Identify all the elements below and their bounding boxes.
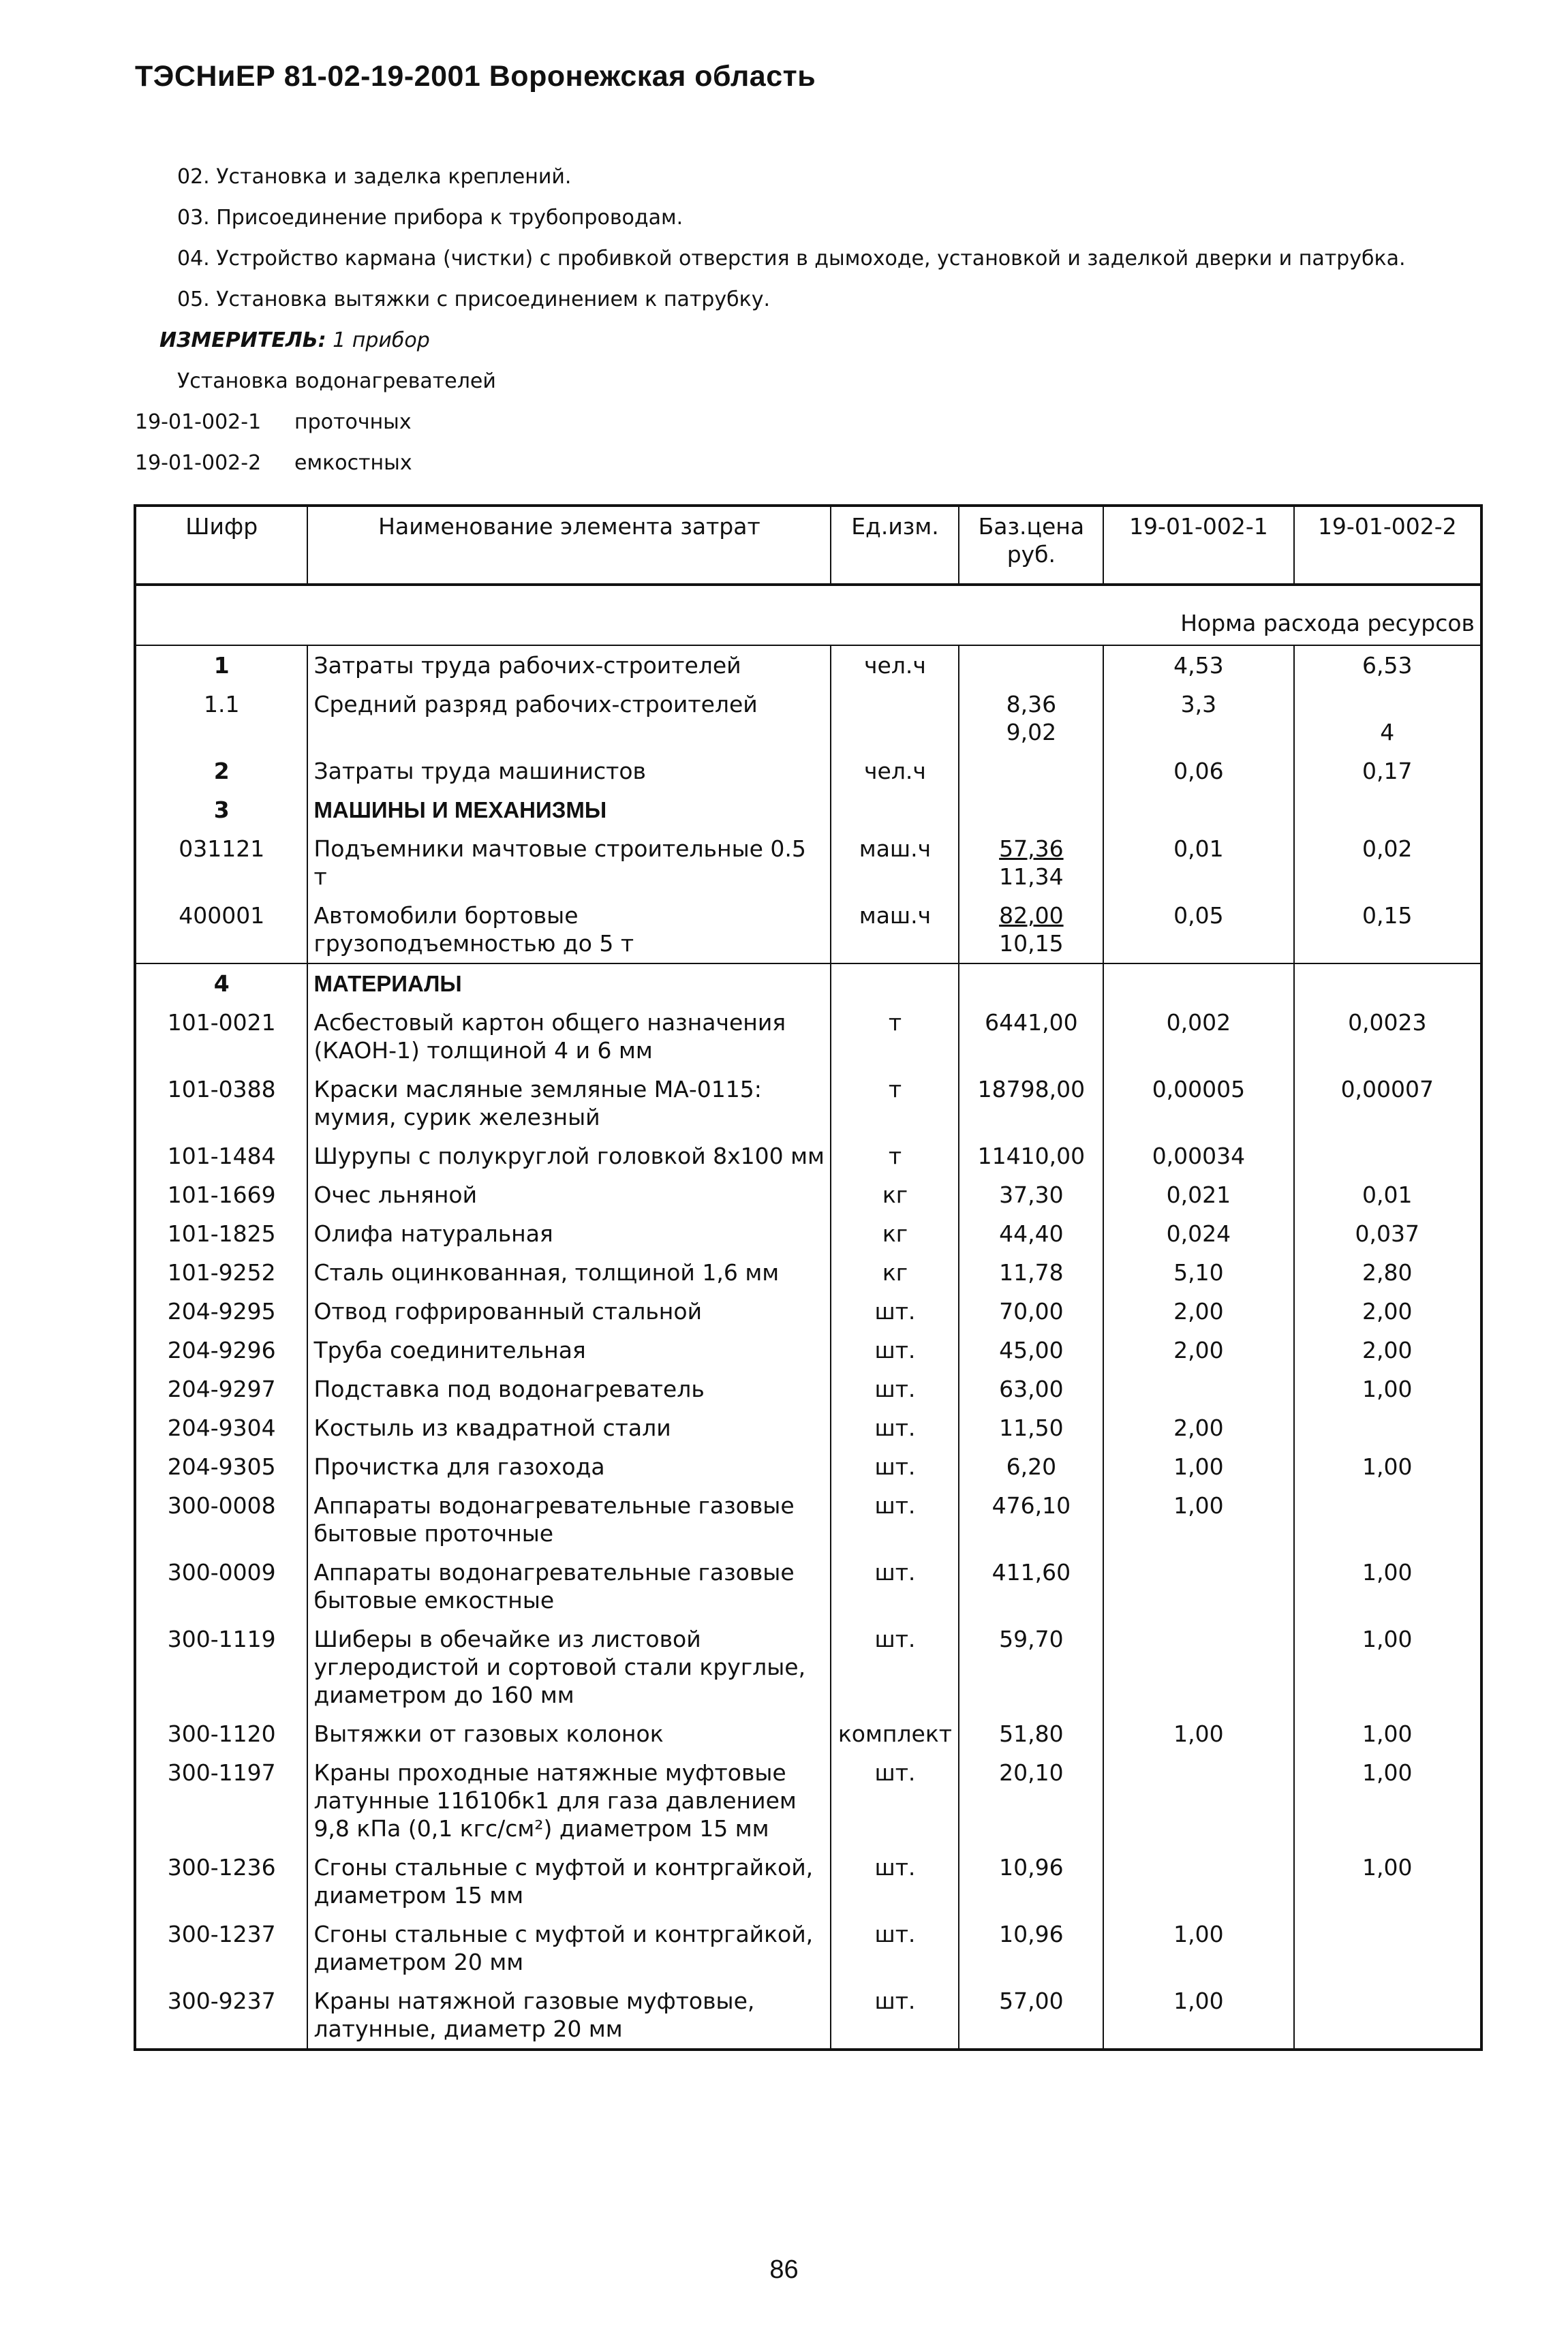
row-norm-2: 2,80: [1294, 1253, 1481, 1292]
row-norm-1: 1,00: [1103, 1981, 1293, 2050]
header-norm-2: 19-01-002-2: [1294, 506, 1481, 585]
table-row: [135, 1714, 1481, 1753]
row-price-value: 11,50: [999, 1415, 1064, 1441]
resource-norm-table: [134, 504, 1483, 2051]
row-name: Краны проходные натяжные муфтовые латунные 11б10бк1 для газа давлением 9,8 кПа (0,1 кгс/см²) диаметром 15 мм: [307, 1753, 831, 1848]
row-price: [959, 1214, 1103, 1253]
row-norm-1: [1103, 1848, 1293, 1915]
row-name: Прочистка для газохода: [307, 1447, 831, 1486]
row-norm-1: [1103, 790, 1293, 829]
row-price: [959, 1447, 1103, 1486]
row-unit: шт.: [831, 1981, 959, 2050]
group-title: Установка водонагревателей: [177, 369, 496, 393]
table-row: [135, 1447, 1481, 1486]
row-unit: шт.: [831, 1915, 959, 1981]
code-id: 19-01-002-1: [135, 410, 262, 434]
measurer-label: ИЗМЕРИТЕЛЬ:: [159, 328, 326, 352]
code-name: емкостных: [294, 451, 412, 475]
header-norm-1: 19-01-002-1: [1103, 506, 1293, 585]
row-name: Сгоны стальные с муфтой и контргайкой, диаметром 15 мм: [307, 1848, 831, 1915]
row-norm-1: [1103, 1753, 1293, 1848]
row-name: Краны натяжной газовые муфтовые, латунные, диаметр 20 мм: [307, 1981, 831, 2050]
row-norm-1: 0,00005: [1103, 1070, 1293, 1137]
row-code: 1: [135, 645, 307, 685]
row-unit: шт.: [831, 1370, 959, 1408]
row-price-secondary: 11,34: [999, 863, 1064, 890]
table-row: [135, 1292, 1481, 1331]
row-norm-1: 1,00: [1103, 1714, 1293, 1753]
row-name: Отвод гофрированный стальной: [307, 1292, 831, 1331]
row-price-value: 11,78: [999, 1259, 1064, 1286]
row-norm-2-value: 4: [1380, 719, 1395, 745]
row-code: 204-9296: [135, 1331, 307, 1370]
table-row: [135, 752, 1481, 790]
row-unit: [831, 685, 959, 752]
table-row: [135, 829, 1481, 896]
row-norm-2: 0,15: [1294, 896, 1481, 963]
row-norm-1: 1,00: [1103, 1915, 1293, 1981]
row-price-value: 82,00: [999, 902, 1064, 929]
row-norm-2: [1294, 1981, 1481, 2050]
row-code: 101-1669: [135, 1175, 307, 1214]
row-price: [959, 1408, 1103, 1447]
row-norm-1: [1103, 963, 1293, 1003]
row-norm-2: [1294, 685, 1481, 752]
row-norm-2: 1,00: [1294, 1848, 1481, 1915]
row-price-secondary: 9,02: [1006, 719, 1057, 745]
code-name: проточных: [294, 410, 412, 434]
row-code: 101-1484: [135, 1137, 307, 1175]
row-norm-2: 0,02: [1294, 829, 1481, 896]
row-norm-2: 1,00: [1294, 1620, 1481, 1714]
row-unit: кг: [831, 1253, 959, 1292]
row-name: Средний разряд рабочих-строителей: [307, 685, 831, 752]
table-row: [135, 1981, 1481, 2050]
row-code: 3: [135, 790, 307, 829]
table-row: [135, 1137, 1481, 1175]
row-norm-2: 0,037: [1294, 1214, 1481, 1253]
row-unit: шт.: [831, 1620, 959, 1714]
norm-label: Норма расхода ресурсов: [135, 604, 1481, 645]
row-norm-2: [1294, 1486, 1481, 1553]
row-price-value: 57,36: [999, 835, 1064, 862]
row-norm-2: 0,01: [1294, 1175, 1481, 1214]
row-price-value: 57,00: [999, 1988, 1064, 2014]
row-name: Сталь оцинкованная, толщиной 1,6 мм: [307, 1253, 831, 1292]
row-norm-1: 0,00034: [1103, 1137, 1293, 1175]
row-name: Олифа натуральная: [307, 1214, 831, 1253]
row-norm-2: 0,17: [1294, 752, 1481, 790]
row-unit: т: [831, 1070, 959, 1137]
row-norm-1: 0,05: [1103, 896, 1293, 963]
row-price: [959, 1370, 1103, 1408]
operation-item: 02. Установка и заделка креплений.: [177, 165, 572, 189]
header-code: Шифр: [135, 506, 307, 585]
code-id: 19-01-002-2: [135, 451, 262, 475]
header-price: Баз.цена руб.: [959, 506, 1103, 585]
row-price: [959, 645, 1103, 685]
row-name: МАШИНЫ И МЕХАНИЗМЫ: [307, 790, 831, 829]
table-row: [135, 1003, 1481, 1070]
row-price: [959, 1553, 1103, 1620]
table-row: [135, 1370, 1481, 1408]
row-name: Шурупы с полукруглой головкой 8х100 мм: [307, 1137, 831, 1175]
row-name: Асбестовый картон общего назначения (КАОН-1) толщиной 4 и 6 мм: [307, 1003, 831, 1070]
row-name: Затраты труда рабочих-строителей: [307, 645, 831, 685]
row-price: [959, 1486, 1103, 1553]
page-number: 86: [769, 2255, 799, 2284]
row-price-value: 59,70: [999, 1626, 1064, 1652]
row-norm-1: 0,024: [1103, 1214, 1293, 1253]
row-code: 4: [135, 963, 307, 1003]
row-norm-2: [1294, 1408, 1481, 1447]
row-norm-2: 2,00: [1294, 1331, 1481, 1370]
table-header-row: [135, 506, 1481, 585]
row-price-value: 44,40: [999, 1220, 1064, 1247]
table-row: [135, 1915, 1481, 1981]
row-unit: маш.ч: [831, 896, 959, 963]
row-price-value: 411,60: [991, 1559, 1071, 1586]
row-name: Аппараты водонагревательные газовые бытовые емкостные: [307, 1553, 831, 1620]
code-entry: [135, 409, 1484, 436]
row-price-value: 476,10: [991, 1492, 1071, 1519]
table-row: [135, 963, 1481, 1003]
code-entry: [135, 450, 1484, 477]
row-price: [959, 1253, 1103, 1292]
row-code: 300-9237: [135, 1981, 307, 2050]
norm-label-row: [135, 604, 1481, 645]
row-norm-1: 2,00: [1103, 1408, 1293, 1447]
row-name: Аппараты водонагревательные газовые бытовые проточные: [307, 1486, 831, 1553]
row-unit: шт.: [831, 1848, 959, 1915]
row-price: [959, 752, 1103, 790]
row-price-value: 70,00: [999, 1298, 1064, 1325]
row-name: Подъемники мачтовые строительные 0.5 т: [307, 829, 831, 896]
row-unit: [831, 963, 959, 1003]
table-row: [135, 685, 1481, 752]
row-price: [959, 1714, 1103, 1753]
row-norm-2: 2,00: [1294, 1292, 1481, 1331]
row-code: 300-1236: [135, 1848, 307, 1915]
row-norm-1: 0,002: [1103, 1003, 1293, 1070]
row-code: 204-9305: [135, 1447, 307, 1486]
row-price-value: 63,00: [999, 1376, 1064, 1402]
header-unit: Ед.изм.: [831, 506, 959, 585]
row-norm-1: 1,00: [1103, 1447, 1293, 1486]
table-row: [135, 1214, 1481, 1253]
row-norm-2: [1294, 790, 1481, 829]
row-price-value: 8,36: [1006, 691, 1057, 717]
row-price: [959, 1848, 1103, 1915]
work-description: [135, 164, 1484, 491]
row-price: [959, 1981, 1103, 2050]
row-norm-2: [1294, 1137, 1481, 1175]
operation-item: 04. Устройство кармана (чистки) с пробивкой отверстия в дымоходе, установкой и заделкой дверки и патрубка.: [177, 247, 1406, 271]
row-norm-1: 1,00: [1103, 1486, 1293, 1553]
row-code: 400001: [135, 896, 307, 963]
table-row: [135, 1175, 1481, 1214]
row-name: МАТЕРИАЛЫ: [307, 963, 831, 1003]
row-price-value: 10,96: [999, 1921, 1064, 1947]
row-unit: кг: [831, 1175, 959, 1214]
row-unit: шт.: [831, 1447, 959, 1486]
row-price: [959, 1137, 1103, 1175]
row-price: [959, 1003, 1103, 1070]
row-code: 101-0388: [135, 1070, 307, 1137]
row-norm-1: 2,00: [1103, 1331, 1293, 1370]
row-name: Краски масляные земляные МА-0115: мумия, сурик железный: [307, 1070, 831, 1137]
row-norm-1: 0,06: [1103, 752, 1293, 790]
measurer: [135, 327, 1484, 354]
row-name: Труба соединительная: [307, 1331, 831, 1370]
row-name: Шиберы в обечайке из листовой углеродистой и сортовой стали круглые, диаметром до 160 мм: [307, 1620, 831, 1714]
row-unit: шт.: [831, 1331, 959, 1370]
row-price-value: 37,30: [999, 1182, 1064, 1208]
row-norm-2: [1294, 1915, 1481, 1981]
row-code: 300-0008: [135, 1486, 307, 1553]
row-norm-1: [1103, 1553, 1293, 1620]
row-price: [959, 963, 1103, 1003]
row-unit: шт.: [831, 1408, 959, 1447]
row-code: 204-9297: [135, 1370, 307, 1408]
row-name: Сгоны стальные с муфтой и контргайкой, диаметром 20 мм: [307, 1915, 831, 1981]
row-price: [959, 790, 1103, 829]
row-code: 204-9295: [135, 1292, 307, 1331]
row-unit: маш.ч: [831, 829, 959, 896]
header-name: Наименование элемента затрат: [307, 506, 831, 585]
row-code: 101-9252: [135, 1253, 307, 1292]
row-unit: кг: [831, 1214, 959, 1253]
row-code: 2: [135, 752, 307, 790]
row-code: 300-1119: [135, 1620, 307, 1714]
row-price-value: 51,80: [999, 1720, 1064, 1747]
row-code: 101-1825: [135, 1214, 307, 1253]
row-norm-2: 0,00007: [1294, 1070, 1481, 1137]
row-unit: шт.: [831, 1292, 959, 1331]
table-row: [135, 1848, 1481, 1915]
operation-item: 05. Установка вытяжки с присоединением к патрубку.: [177, 288, 771, 311]
row-unit: т: [831, 1137, 959, 1175]
operation-item: 03. Присоединение прибора к трубопроводам.: [177, 206, 683, 230]
row-norm-1: 3,3: [1103, 685, 1293, 752]
page-title: ТЭСНиЕР 81-02-19-2001 Воронежская область: [135, 60, 816, 93]
table-row: [135, 1408, 1481, 1447]
row-unit: комплект: [831, 1714, 959, 1753]
measurer-value: 1 прибор: [333, 328, 430, 352]
row-price-value: 6441,00: [985, 1009, 1078, 1036]
table-row: [135, 1486, 1481, 1553]
table-row: [135, 1253, 1481, 1292]
row-unit: чел.ч: [831, 645, 959, 685]
row-price-value: 6,20: [1006, 1453, 1057, 1480]
row-price-value: 18798,00: [977, 1076, 1086, 1102]
row-price: [959, 1292, 1103, 1331]
row-name: Костыль из квадратной стали: [307, 1408, 831, 1447]
row-unit: шт.: [831, 1753, 959, 1848]
row-norm-2: 6,53: [1294, 645, 1481, 685]
table-row: [135, 1753, 1481, 1848]
row-norm-2: 1,00: [1294, 1553, 1481, 1620]
row-code: 300-1120: [135, 1714, 307, 1753]
row-norm-2: 1,00: [1294, 1753, 1481, 1848]
table-row: [135, 1331, 1481, 1370]
row-price-value: 20,10: [999, 1759, 1064, 1786]
row-price: [959, 1331, 1103, 1370]
row-unit: шт.: [831, 1486, 959, 1553]
table-body: [135, 645, 1481, 2050]
row-norm-1: [1103, 1620, 1293, 1714]
row-price-secondary: 10,15: [999, 930, 1064, 957]
row-code: 101-0021: [135, 1003, 307, 1070]
row-price: [959, 829, 1103, 896]
row-price: [959, 685, 1103, 752]
table-row: [135, 1070, 1481, 1137]
row-code: 300-1197: [135, 1753, 307, 1848]
row-norm-2: 1,00: [1294, 1714, 1481, 1753]
row-norm-1: 0,021: [1103, 1175, 1293, 1214]
row-price: [959, 1915, 1103, 1981]
row-name: Очес льняной: [307, 1175, 831, 1214]
row-unit: [831, 790, 959, 829]
row-norm-1: 5,10: [1103, 1253, 1293, 1292]
row-price: [959, 1070, 1103, 1137]
row-price: [959, 1175, 1103, 1214]
row-name: Вытяжки от газовых колонок: [307, 1714, 831, 1753]
row-norm-1: 2,00: [1103, 1292, 1293, 1331]
row-norm-1: 0,01: [1103, 829, 1293, 896]
row-price-value: 10,96: [999, 1854, 1064, 1881]
row-norm-2: [1294, 963, 1481, 1003]
row-price-value: 11410,00: [977, 1143, 1086, 1169]
row-code: 204-9304: [135, 1408, 307, 1447]
row-name: Подставка под водонагреватель: [307, 1370, 831, 1408]
table-row: [135, 896, 1481, 963]
row-norm-1: 4,53: [1103, 645, 1293, 685]
row-code: 300-1237: [135, 1915, 307, 1981]
table-row: [135, 645, 1481, 685]
row-price: [959, 1620, 1103, 1714]
row-code: 300-0009: [135, 1553, 307, 1620]
row-unit: т: [831, 1003, 959, 1070]
row-price: [959, 896, 1103, 963]
table-row: [135, 1620, 1481, 1714]
row-price: [959, 1753, 1103, 1848]
row-norm-2: 1,00: [1294, 1447, 1481, 1486]
row-norm-1: [1103, 1370, 1293, 1408]
row-unit: шт.: [831, 1553, 959, 1620]
row-code: 031121: [135, 829, 307, 896]
row-name: Автомобили бортовые грузоподъемностью до 5 т: [307, 896, 831, 963]
table-row: [135, 790, 1481, 829]
row-norm-2: 0,0023: [1294, 1003, 1481, 1070]
row-norm-2: 1,00: [1294, 1370, 1481, 1408]
row-name: Затраты труда машинистов: [307, 752, 831, 790]
table-row: [135, 1553, 1481, 1620]
row-code: 1.1: [135, 685, 307, 752]
row-price-value: 45,00: [999, 1337, 1064, 1363]
row-unit: чел.ч: [831, 752, 959, 790]
